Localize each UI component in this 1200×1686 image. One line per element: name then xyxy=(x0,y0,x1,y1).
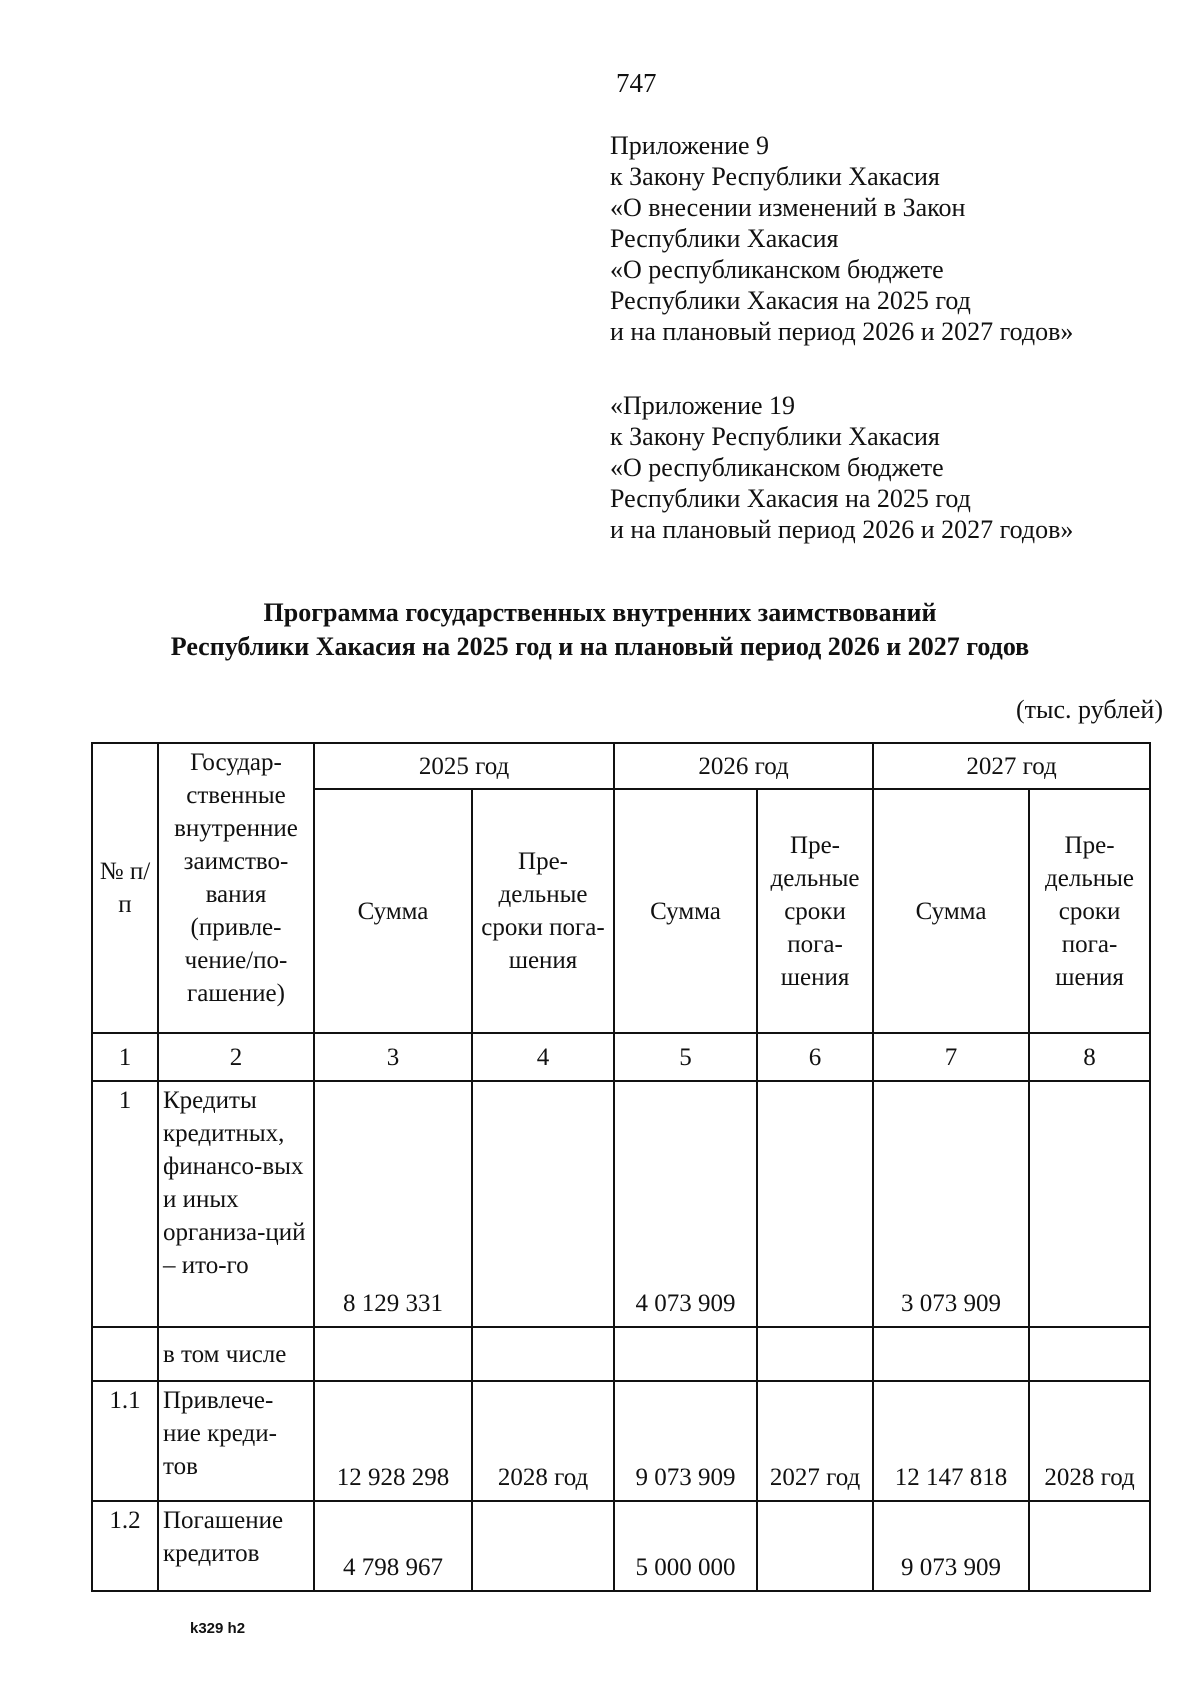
term-2026 xyxy=(757,1327,873,1381)
appendix-19-line: Республики Хакасия на 2025 год xyxy=(610,484,971,513)
title-line: Программа государственных внутренних заимствований xyxy=(263,598,937,627)
header-amount-2026: Сумма xyxy=(614,789,757,1033)
table-row xyxy=(92,1081,1150,1327)
amount-2025: 4 798 967 xyxy=(314,1501,472,1591)
term-2025 xyxy=(472,1081,614,1327)
header-no: № п/п xyxy=(92,743,158,1033)
appendix-9-block xyxy=(610,130,1170,347)
appendix-19-line: и на плановый период 2026 и 2027 годов» xyxy=(610,515,1074,544)
term-2027: 2028 год xyxy=(1029,1381,1150,1501)
row-number: 1.1 xyxy=(92,1381,158,1501)
appendix-19-line: к Закону Республики Хакасия xyxy=(610,422,940,451)
units-label: (тыс. рублей) xyxy=(1015,695,1163,724)
column-number: 2 xyxy=(158,1033,314,1081)
appendix-9-line: к Закону Республики Хакасия xyxy=(610,162,940,191)
column-number: 6 xyxy=(757,1033,873,1081)
column-number: 4 xyxy=(472,1033,614,1081)
term-2027 xyxy=(1029,1501,1150,1591)
table-row xyxy=(92,1327,1150,1381)
term-2025 xyxy=(472,1327,614,1381)
row-number: 1 xyxy=(92,1081,158,1327)
row-name: Погашение кредитов xyxy=(158,1501,314,1591)
amount-2025: 8 129 331 xyxy=(314,1081,472,1327)
header-row-years xyxy=(92,743,1150,789)
amount-2027: 3 073 909 xyxy=(873,1081,1029,1327)
amount-2027 xyxy=(873,1327,1029,1381)
term-2027 xyxy=(1029,1081,1150,1327)
footer-code: k329 h2 xyxy=(190,1620,246,1637)
column-number: 7 xyxy=(873,1033,1029,1081)
row-name: Кредиты кредитных, финансо-вых и иных организа-ций – ито-го xyxy=(158,1081,314,1327)
row-number xyxy=(92,1327,158,1381)
header-term-2027: Пре-дельные сроки пога-шения xyxy=(1029,789,1150,1033)
term-2026: 2027 год xyxy=(757,1381,873,1501)
header-year-2026: 2026 год xyxy=(614,743,873,789)
column-number: 5 xyxy=(614,1033,757,1081)
appendix-9-line: Республики Хакасия на 2025 год xyxy=(610,286,971,315)
header-borrowings: Государ-ственные внутренние заимство-вания (привле-чение/по-гашение) xyxy=(158,743,314,1033)
appendix-9-line: Приложение 9 xyxy=(610,131,770,160)
row-number: 1.2 xyxy=(92,1501,158,1591)
amount-2025: 12 928 298 xyxy=(314,1381,472,1501)
appendix-9-line: «О республиканском бюджете xyxy=(610,255,944,284)
row-name: в том числе xyxy=(158,1327,314,1381)
appendix-9-line: и на плановый период 2026 и 2027 годов» xyxy=(610,317,1074,346)
amount-2027: 9 073 909 xyxy=(873,1501,1029,1591)
term-2026 xyxy=(757,1081,873,1327)
appendix-19-line: «Приложение 19 xyxy=(610,391,796,420)
amount-2026 xyxy=(614,1327,757,1381)
header-amount-2027: Сумма xyxy=(873,789,1029,1033)
page-number: 747 xyxy=(616,68,657,98)
appendix-19-block xyxy=(610,390,1170,545)
borrowings-table xyxy=(91,742,1151,1592)
column-number: 1 xyxy=(92,1033,158,1081)
term-2026 xyxy=(757,1501,873,1591)
header-year-2025: 2025 год xyxy=(314,743,614,789)
term-2025: 2028 год xyxy=(472,1381,614,1501)
appendix-19-line: «О республиканском бюджете xyxy=(610,453,944,482)
header-term-2025: Пре-дельные сроки пога-шения xyxy=(472,789,614,1033)
table-row xyxy=(92,1381,1150,1501)
column-number-row xyxy=(92,1033,1150,1081)
column-number: 8 xyxy=(1029,1033,1150,1081)
term-2027 xyxy=(1029,1327,1150,1381)
row-name: Привлече-ние креди-тов xyxy=(158,1381,314,1501)
appendix-9-line: «О внесении изменений в Закон xyxy=(610,193,966,222)
header-term-2026: Пре-дельные сроки пога-шения xyxy=(757,789,873,1033)
amount-2026: 5 000 000 xyxy=(614,1501,757,1591)
amount-2026: 9 073 909 xyxy=(614,1381,757,1501)
document-title xyxy=(0,596,1200,664)
amount-2025 xyxy=(314,1327,472,1381)
table-row xyxy=(92,1501,1150,1591)
column-number: 3 xyxy=(314,1033,472,1081)
amount-2026: 4 073 909 xyxy=(614,1081,757,1327)
term-2025 xyxy=(472,1501,614,1591)
header-amount-2025: Сумма xyxy=(314,789,472,1033)
appendix-9-line: Республики Хакасия xyxy=(610,224,839,253)
title-line: Республики Хакасия на 2025 год и на плановый период 2026 и 2027 годов xyxy=(170,632,1030,661)
header-year-2027: 2027 год xyxy=(873,743,1150,789)
amount-2027: 12 147 818 xyxy=(873,1381,1029,1501)
